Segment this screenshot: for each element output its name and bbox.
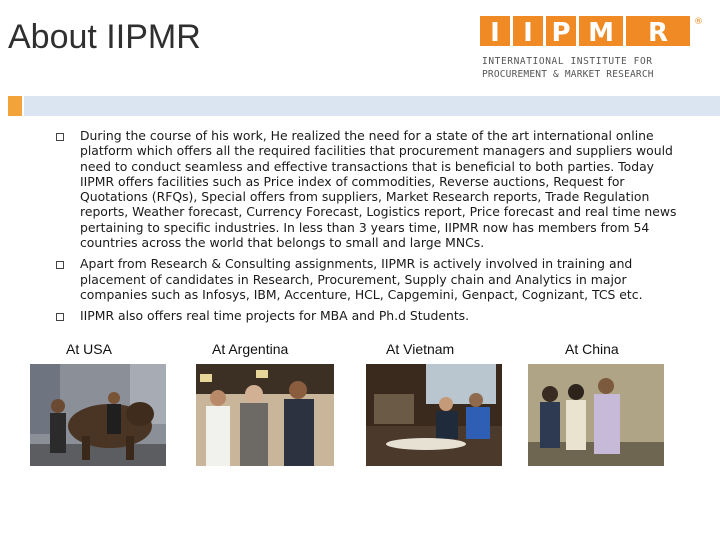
bullet-text: During the course of his work, He realized the need for a state of the art international online platform which offers all the required facilities that procurement managers and suppliers would need to conduct seamless and effective transactions that is beneficial to both parties. Today IIPMR offers facilities such as Price index of commodities, Reverse auctions, Request for Quotations (RFQs), Special offers from suppliers, Market Research reports, Trade Regulation reports, Weather forecast, Currency Forecast, Logistics report, Price forecast and real time news pertaining to specific industries. In less than 3 years time, IIPMR now has members from 54 countries across the world that belongs to small and large MNCs. bbox=[80, 128, 677, 251]
svg-text:R: R bbox=[647, 18, 669, 48]
bullet-text: IIPMR also offers real time projects for MBA and Ph.d Students. bbox=[80, 308, 470, 324]
photo-argentina bbox=[196, 364, 334, 466]
divider-orange-block bbox=[8, 96, 22, 116]
svg-text:I: I bbox=[490, 18, 500, 48]
square-bullet-icon bbox=[56, 261, 64, 269]
svg-text:M: M bbox=[588, 18, 614, 48]
bullet-item bbox=[56, 128, 686, 250]
svg-text:I: I bbox=[523, 18, 533, 48]
bullet-text: Apart from Research & Consulting assignments, IIPMR is actively involved in training and placement of candidates in Research, Procurement, Supply chain and Analytics in major companies such as Infosys, IBM, Accenture, HCL, Capgemini, Genpact, Cognizant, TCS etc. bbox=[80, 256, 643, 302]
svg-text:®: ® bbox=[694, 17, 703, 27]
photo-caption: At Argentina bbox=[212, 341, 289, 357]
svg-text:PROCUREMENT & MARKET RESEARCH: PROCUREMENT & MARKET RESEARCH bbox=[482, 69, 654, 80]
photo-usa bbox=[30, 364, 166, 466]
photo-china bbox=[528, 364, 664, 466]
slide-title: About IIPMR bbox=[8, 18, 201, 56]
square-bullet-icon bbox=[56, 313, 64, 321]
photo-caption: At USA bbox=[66, 341, 112, 357]
bullet-item bbox=[56, 308, 686, 323]
svg-text:P: P bbox=[551, 18, 571, 48]
photo-caption: At Vietnam bbox=[386, 341, 455, 357]
square-bullet-icon bbox=[56, 133, 64, 141]
divider-blue-band bbox=[24, 96, 720, 116]
photo-caption: At China bbox=[565, 341, 619, 357]
bullet-item bbox=[56, 256, 686, 302]
iipmr-logo bbox=[480, 14, 710, 84]
photo-vietnam bbox=[366, 364, 502, 466]
svg-text:INTERNATIONAL INSTITUTE FOR: INTERNATIONAL INSTITUTE FOR bbox=[482, 56, 653, 67]
bullet-list bbox=[56, 128, 686, 330]
header-divider bbox=[8, 96, 720, 116]
